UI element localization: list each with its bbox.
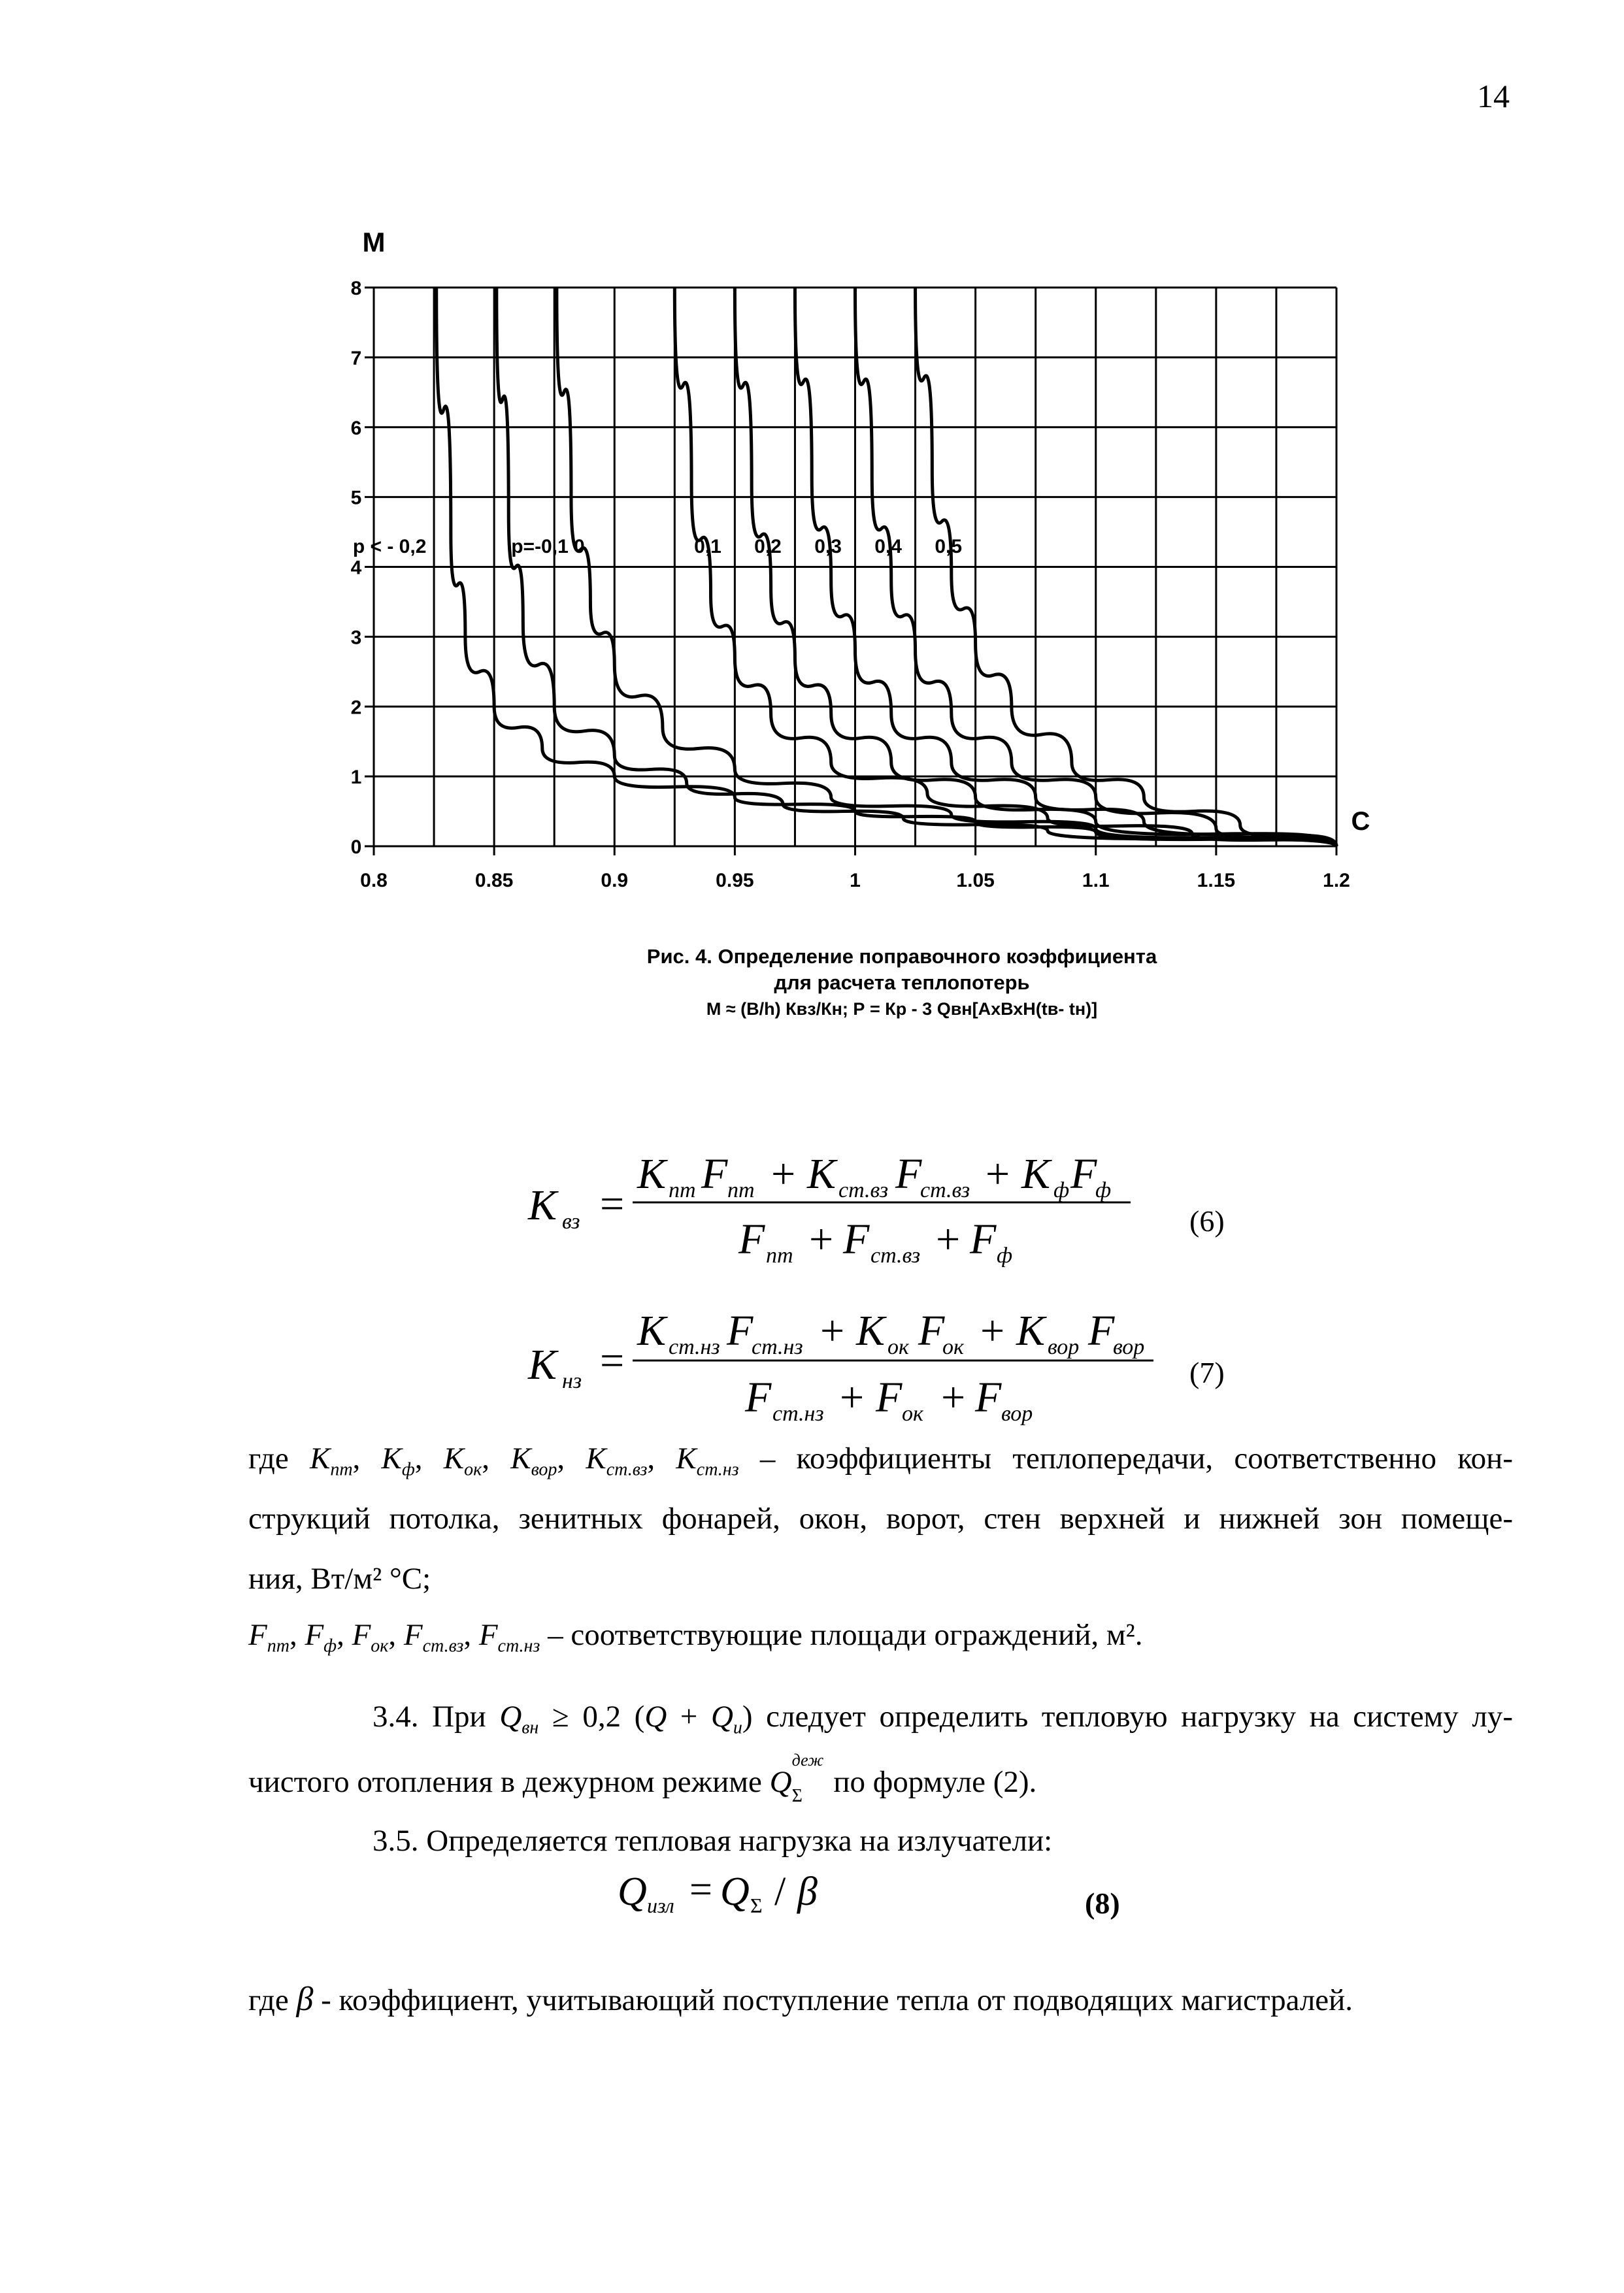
- y-tick-label: 0: [350, 836, 362, 858]
- y-tick-label: 1: [350, 767, 362, 789]
- equation-6: [527, 1150, 1131, 1268]
- svg-text:ок: ок: [942, 1335, 964, 1359]
- svg-text:пт: пт: [766, 1244, 793, 1268]
- svg-text:пт: пт: [727, 1178, 755, 1202]
- svg-text:вор: вор: [1113, 1335, 1145, 1359]
- svg-text:Σ: Σ: [750, 1894, 763, 1917]
- svg-text:K: K: [807, 1150, 837, 1198]
- svg-text:ф: ф: [1095, 1178, 1112, 1202]
- svg-text:F: F: [918, 1307, 945, 1355]
- svg-text:F: F: [727, 1307, 754, 1355]
- y-tick-label: 7: [350, 347, 362, 369]
- svg-text:ф: ф: [1053, 1178, 1070, 1202]
- svg-text:F: F: [738, 1215, 765, 1263]
- svg-text:K: K: [637, 1150, 667, 1198]
- svg-text:+: +: [771, 1150, 796, 1198]
- y-tick-label: 8: [350, 278, 362, 299]
- series-label: 0,1: [694, 536, 721, 558]
- svg-text:ст.нз: ст.нз: [669, 1335, 720, 1359]
- equation-8-number: (8): [1085, 1887, 1120, 1920]
- svg-text:F: F: [745, 1374, 772, 1421]
- caption-line-3: М ≈ (В/h) Квз/Кн; Р = Кр - 3 Qвн[АхВхН(tв- tн)]: [706, 999, 1098, 1019]
- svg-text:ок: ок: [902, 1402, 923, 1426]
- svg-text:K: K: [528, 1341, 557, 1389]
- svg-text:ст.нз: ст.нз: [772, 1402, 824, 1426]
- page-number: 14: [1477, 78, 1510, 114]
- svg-text:+: +: [820, 1307, 845, 1355]
- y-tick-label: 2: [350, 697, 362, 719]
- svg-text:F: F: [975, 1374, 1002, 1421]
- y-tick-label: 6: [350, 417, 362, 439]
- svg-text:пт: пт: [669, 1178, 696, 1202]
- y-tick-label: 4: [350, 557, 362, 579]
- x-tick-label: 1.1: [1082, 870, 1110, 891]
- svg-text:ф: ф: [997, 1244, 1013, 1268]
- correction-factor-chart: [0, 0, 1624, 928]
- svg-text:ст.вз: ст.вз: [870, 1244, 921, 1268]
- svg-text:ок: ок: [887, 1335, 909, 1359]
- svg-text:=: =: [600, 1180, 625, 1228]
- p34-line2-a: чистого отопления в дежурном режиме: [248, 1765, 762, 1799]
- series-label: 0: [573, 536, 585, 558]
- x-tick-label: 0.95: [716, 870, 754, 891]
- svg-text:+: +: [840, 1374, 865, 1421]
- caption-line-1: Рис. 4. Определение поправочного коэффициента: [646, 945, 1157, 968]
- svg-text:F: F: [1088, 1307, 1115, 1355]
- svg-text:F: F: [701, 1150, 728, 1198]
- p34-cond: ≥ 0,2 (: [552, 1700, 645, 1734]
- beta-description: - коэффициент, учитывающий поступление тепла от подводящих магистралей.: [321, 1983, 1353, 2017]
- svg-text:+: +: [809, 1215, 834, 1263]
- figure-caption: [444, 944, 1359, 1022]
- paragraph-line-2: струкций потолка, зенитных фонарей, окон, ворот, стен верхней и нижней зон помеще-: [248, 1502, 1513, 1536]
- svg-text:F: F: [876, 1374, 903, 1421]
- y-tick-label: 5: [350, 487, 362, 509]
- svg-text:K: K: [528, 1181, 557, 1229]
- coefficients-description: – коэффициенты теплопередачи, соответственно кон-: [759, 1442, 1513, 1476]
- svg-text:ст.вз: ст.вз: [920, 1178, 970, 1202]
- svg-text:вз: вз: [562, 1210, 580, 1234]
- x-tick-label: 1.05: [956, 870, 995, 891]
- svg-text:+: +: [980, 1307, 1005, 1355]
- series-label: 0,4: [874, 536, 902, 558]
- svg-text:Q: Q: [618, 1870, 647, 1914]
- x-tick-label: 1: [850, 870, 861, 891]
- x-tick-label: 0.85: [474, 870, 514, 891]
- x-tick-label: 0.8: [360, 870, 388, 891]
- equation-6-number: (6): [1189, 1204, 1225, 1238]
- p35-text: 3.5. Определяется тепловая нагрузка на излучатели:: [373, 1824, 1053, 1858]
- svg-text:ст.вз: ст.вз: [838, 1178, 889, 1202]
- equation-7-number: (7): [1189, 1356, 1225, 1389]
- paragraph-line-3: ния, Вт/м² °С;: [248, 1562, 431, 1596]
- svg-text:F: F: [843, 1215, 870, 1263]
- series-label: 0,2: [754, 536, 782, 558]
- svg-text:K: K: [637, 1307, 667, 1355]
- equation-8: [618, 1868, 818, 1917]
- svg-text:+: +: [936, 1215, 961, 1263]
- svg-text:вор: вор: [1001, 1402, 1033, 1426]
- p34-line2-b: по формуле (2).: [833, 1765, 1037, 1799]
- svg-text:F: F: [895, 1150, 922, 1198]
- svg-text:+: +: [986, 1150, 1010, 1198]
- svg-text:K: K: [1016, 1307, 1046, 1355]
- x-axis-label: C: [1351, 807, 1370, 836]
- series-label: p < - 0,2: [352, 536, 427, 558]
- caption-line-2: для расчета теплопотерь: [774, 971, 1030, 994]
- series-label: 0,5: [935, 536, 963, 558]
- svg-text:=: =: [600, 1337, 625, 1385]
- svg-text:+: +: [941, 1374, 966, 1421]
- svg-text:K: K: [1021, 1150, 1051, 1198]
- svg-text:K: K: [856, 1307, 886, 1355]
- svg-text:ст.нз: ст.нз: [752, 1335, 803, 1359]
- svg-text:/: /: [774, 1870, 786, 1914]
- svg-text:F: F: [970, 1215, 997, 1263]
- svg-text:F: F: [1070, 1150, 1097, 1198]
- svg-text:Q: Q: [720, 1870, 750, 1914]
- chart-series-labels: [353, 536, 962, 557]
- svg-text:вор: вор: [1048, 1335, 1080, 1359]
- svg-text:β: β: [797, 1870, 818, 1914]
- areas-description: – соответствующие площади ограждений, м².: [548, 1618, 1143, 1652]
- series-label: 0,3: [814, 536, 842, 558]
- x-tick-label: 0.9: [601, 870, 629, 891]
- chart-ticks: [351, 278, 1350, 891]
- series-label: p=-0,1: [511, 536, 569, 558]
- svg-text:изл: изл: [647, 1894, 674, 1917]
- p34-tail: ) следует определить тепловую нагрузку на систему лу-: [742, 1700, 1513, 1734]
- svg-text:нз: нз: [562, 1369, 582, 1393]
- x-tick-label: 1.2: [1323, 870, 1350, 891]
- p34-head: 3.4. При: [373, 1700, 486, 1734]
- y-tick-label: 3: [350, 627, 362, 649]
- equation-7: [527, 1307, 1153, 1426]
- y-axis-label: M: [362, 227, 386, 257]
- x-tick-label: 1.15: [1197, 870, 1236, 891]
- svg-text:=: =: [689, 1868, 712, 1912]
